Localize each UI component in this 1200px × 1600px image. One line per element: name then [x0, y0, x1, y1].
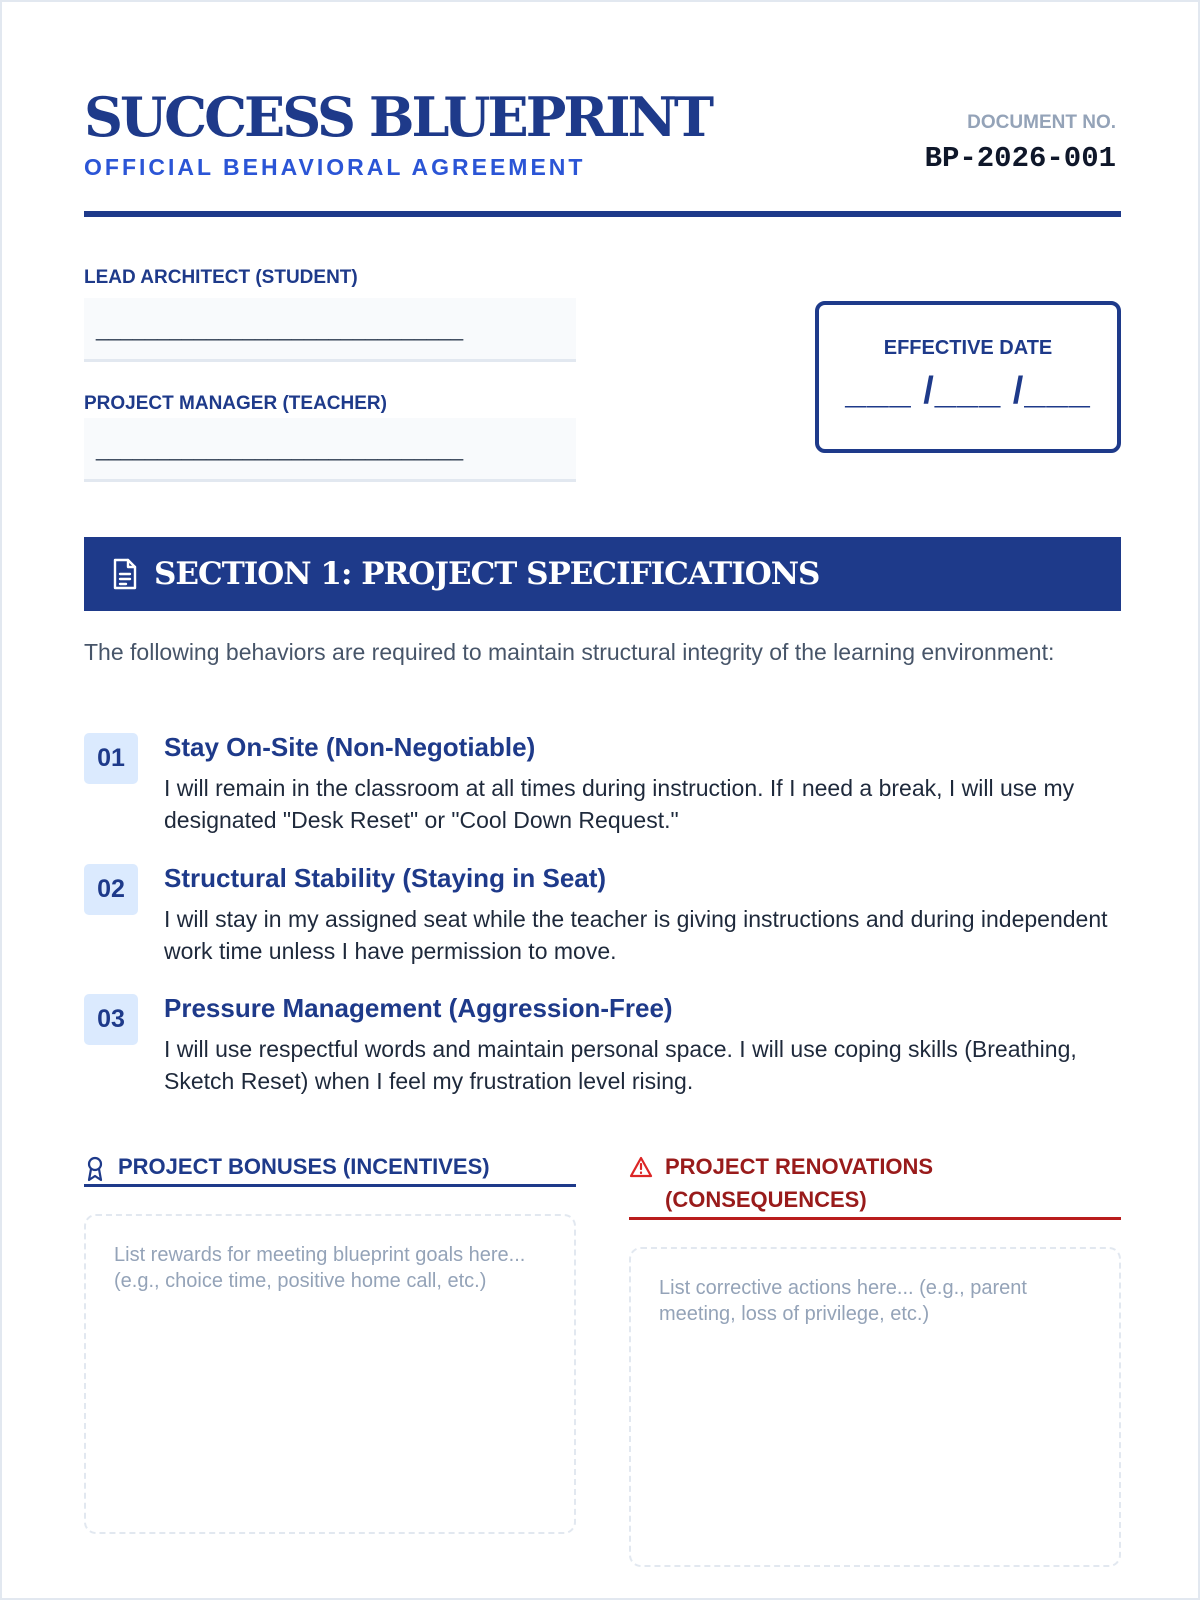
renovations-header — [629, 1150, 1121, 1220]
spec-number: 02 — [84, 864, 138, 915]
section-1-title: SECTION 1: PROJECT SPECIFICATIONS — [154, 556, 820, 592]
award-icon — [84, 1156, 106, 1182]
student-field-label: LEAD ARCHITECT (STUDENT) — [84, 267, 358, 288]
renovations-title: PROJECT RENOVATIONS (CONSEQUENCES) — [665, 1154, 934, 1212]
spec-number: 03 — [84, 994, 138, 1045]
bonuses-title: PROJECT BONUSES (INCENTIVES) — [118, 1154, 490, 1179]
effective-date-label: EFFECTIVE DATE — [883, 337, 1053, 359]
student-name-field[interactable]: ______________________________ — [84, 298, 576, 362]
bonuses-textarea[interactable]: List rewards for meeting blueprint goals here... (e.g., choice time, positive home call, etc.) — [84, 1214, 576, 1534]
document-number: BP-2026-001 — [924, 142, 1116, 175]
effective-date-box[interactable] — [815, 301, 1121, 453]
header-divider — [84, 211, 1121, 217]
document-icon — [112, 558, 138, 590]
effective-date-field[interactable]: ___ /___ /___ — [845, 370, 1091, 412]
section-1-intro: The following behaviors are required to maintain structural integrity of the learning environment: — [84, 639, 1055, 665]
spec-number: 01 — [84, 733, 138, 784]
document-title: SUCCESS BLUEPRINT — [84, 85, 712, 149]
bonuses-header — [84, 1150, 576, 1187]
document-number-label: DOCUMENT NO. — [967, 112, 1116, 133]
document-subtitle: OFFICIAL BEHAVIORAL AGREEMENT — [84, 154, 586, 180]
renovations-textarea[interactable]: List corrective actions here... (e.g., parent meeting, loss of privilege, etc.) — [629, 1247, 1121, 1567]
spec-title: Pressure Management (Aggression-Free) — [164, 993, 673, 1023]
spec-description: I will use respectful words and maintain personal space. I will use coping skills (Breathing, Sketch Reset) when I feel my frustration level rising. — [164, 1036, 1077, 1094]
spec-description: I will stay in my assigned seat while the teacher is giving instructions and during independent work time unless I have permission to move. — [164, 906, 1108, 964]
spec-title: Stay On-Site (Non-Negotiable) — [164, 732, 536, 762]
section-1-header — [84, 537, 1121, 611]
warning-icon — [629, 1156, 653, 1178]
teacher-name-field[interactable]: ______________________________ — [84, 418, 576, 482]
spec-title: Structural Stability (Staying in Seat) — [164, 863, 607, 893]
teacher-field-label: PROJECT MANAGER (TEACHER) — [84, 393, 387, 414]
spec-description: I will remain in the classroom at all times during instruction. If I need a break, I will use my designated "Desk Reset" or "Cool Down Request." — [164, 775, 1075, 833]
